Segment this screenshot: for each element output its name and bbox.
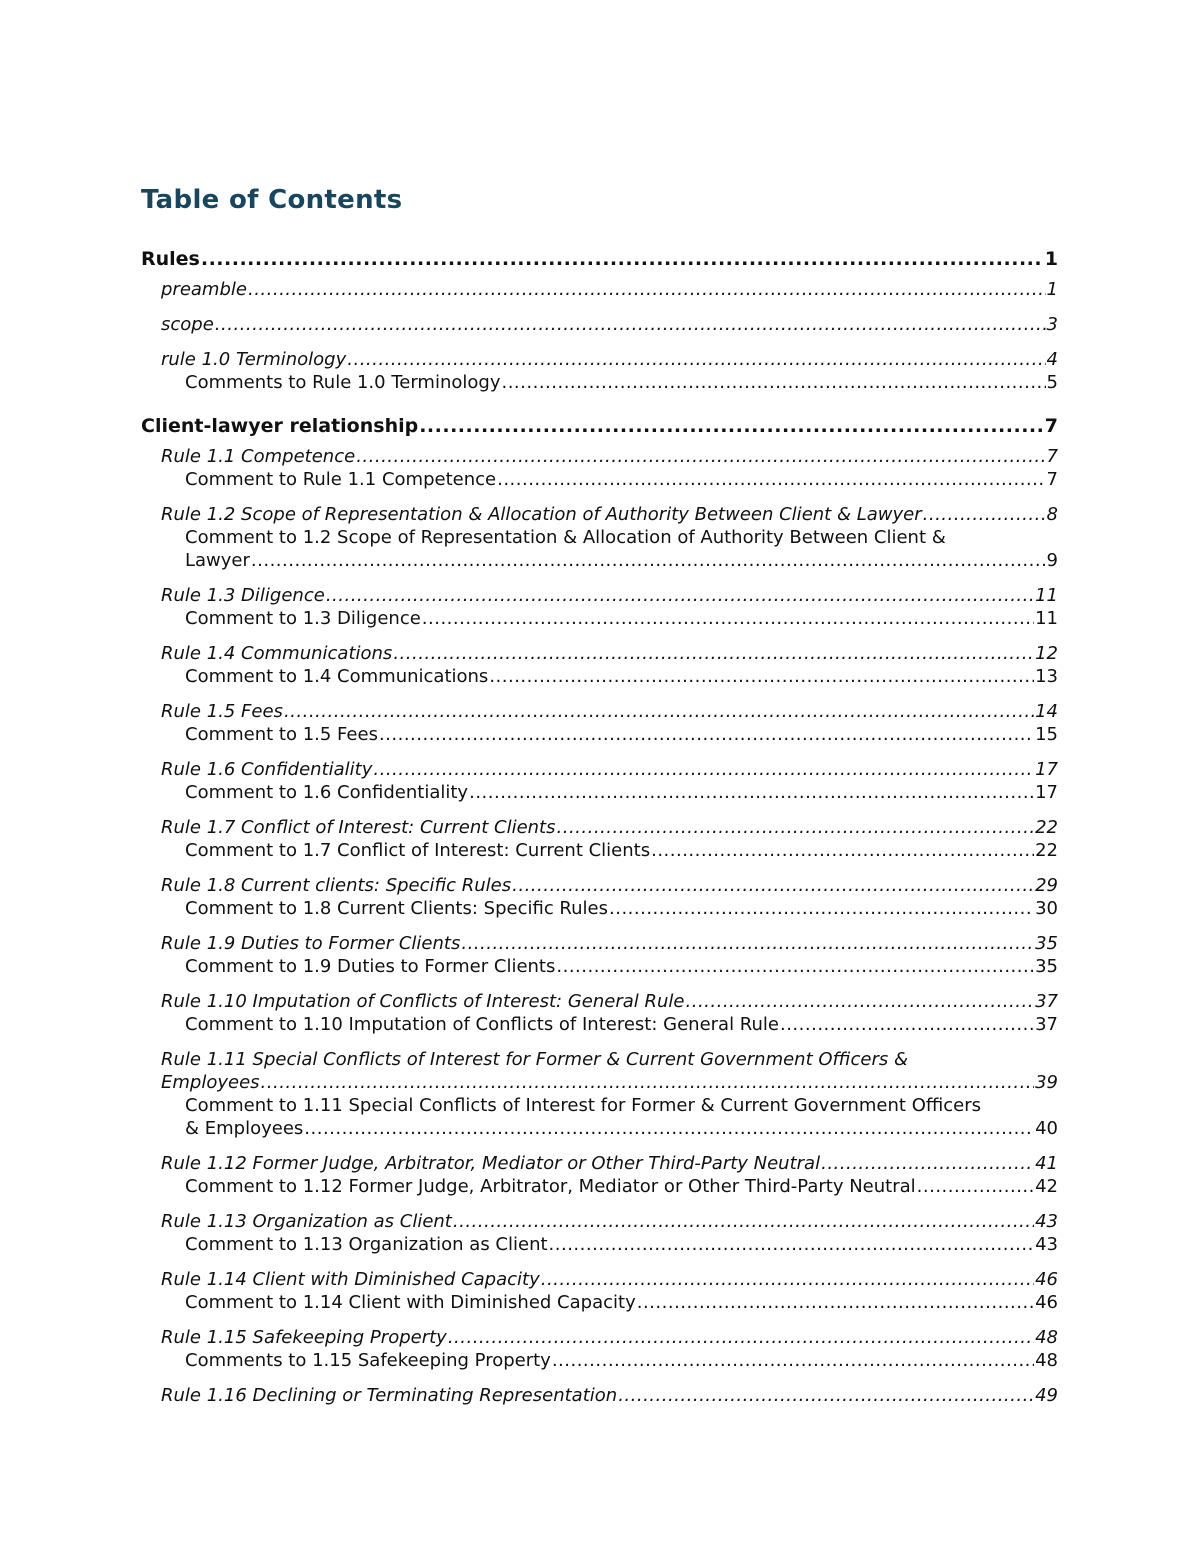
toc-entry-label: Rule 1.3 Diligence xyxy=(161,585,325,606)
dot-leader xyxy=(923,503,1046,526)
toc-entry-group xyxy=(141,348,1058,394)
toc-section xyxy=(141,411,1058,1407)
toc-comment-entry[interactable] xyxy=(141,371,1058,394)
toc-entry-label: Rule 1.4 Communications xyxy=(161,643,393,664)
toc-page-number: 7 xyxy=(1044,415,1058,437)
dot-leader xyxy=(261,1071,1035,1094)
toc-page-number: 1 xyxy=(1046,279,1058,300)
toc-entry-label: Rule 1.1 Competence xyxy=(161,446,356,467)
toc-page-number: 41 xyxy=(1035,1153,1058,1174)
toc-rule-entry[interactable] xyxy=(141,584,1058,607)
toc-page-number: 48 xyxy=(1035,1350,1058,1371)
toc-entry-group xyxy=(141,816,1058,862)
dot-leader xyxy=(422,607,1034,630)
toc-rule-entry[interactable] xyxy=(141,1071,1058,1094)
toc-entry-group xyxy=(141,642,1058,688)
toc-comment-entry[interactable] xyxy=(141,468,1058,491)
toc-entry-label: Comment to Rule 1.1 Competence xyxy=(185,469,497,490)
toc-comment-entry[interactable] xyxy=(141,1175,1058,1198)
toc-page-number: 46 xyxy=(1035,1269,1058,1290)
toc-entry-group xyxy=(141,1048,1058,1140)
toc-entry-group xyxy=(141,1384,1058,1407)
toc-entry-label: Comment to 1.6 Confidentiality xyxy=(185,782,469,803)
toc-comment-entry-first-line[interactable]: Comment to 1.11 Special Conflicts of Interest for Former & Current Government Officers xyxy=(185,1095,982,1116)
dot-leader xyxy=(541,1268,1034,1291)
toc-entry-group xyxy=(141,700,1058,746)
toc-comment-entry[interactable] xyxy=(141,1233,1058,1256)
dot-leader xyxy=(284,700,1034,723)
toc-comment-entry[interactable] xyxy=(141,607,1058,630)
toc-entry-label: Lawyer xyxy=(185,550,250,571)
toc-rule-entry[interactable] xyxy=(141,932,1058,955)
toc-entry-label: Rule 1.5 Fees xyxy=(161,701,283,722)
toc-page-number: 46 xyxy=(1035,1292,1058,1313)
toc-entry-group xyxy=(141,445,1058,491)
toc-entry-label: Comment to 1.8 Current Clients: Specific Rules xyxy=(185,898,608,919)
toc-rule-entry-first-line[interactable]: Rule 1.11 Special Conflicts of Interest for Former & Current Government Officers & xyxy=(161,1049,909,1070)
toc-page-number: 48 xyxy=(1035,1327,1058,1348)
toc-entry-label: Rule 1.8 Current clients: Specific Rules xyxy=(161,875,512,896)
toc-rule-entry[interactable] xyxy=(141,1326,1058,1349)
toc-page-number: 17 xyxy=(1035,759,1058,780)
toc-page-number: 43 xyxy=(1035,1211,1058,1232)
toc-entry-label: Rules xyxy=(141,248,200,270)
dot-leader xyxy=(780,1013,1034,1036)
toc-entry-label: Rule 1.6 Confidentiality xyxy=(161,759,373,780)
toc-page-number: 35 xyxy=(1035,933,1058,954)
toc-entry-label: Rule 1.9 Duties to Former Clients xyxy=(161,933,461,954)
toc-entry-label: Comment to 1.3 Diligence xyxy=(185,608,421,629)
toc-page-number: 4 xyxy=(1046,349,1058,370)
dot-leader xyxy=(201,244,1044,274)
toc-comment-entry[interactable] xyxy=(141,1291,1058,1314)
toc-entry-label: Rule 1.10 Imputation of Conflicts of Interest: General Rule xyxy=(161,991,685,1012)
toc-page-number: 40 xyxy=(1035,1118,1058,1139)
toc-rule-entry[interactable] xyxy=(141,445,1058,468)
toc-page-number: 12 xyxy=(1035,643,1058,664)
toc-page-number: 35 xyxy=(1035,956,1058,977)
toc-comment-entry-first-line[interactable]: Comment to 1.2 Scope of Representation & Allocation of Authority Between Client & xyxy=(185,527,946,548)
toc-page-number: 7 xyxy=(1046,446,1058,467)
toc-rule-entry[interactable] xyxy=(141,816,1058,839)
dot-leader xyxy=(469,781,1034,804)
toc-entry-group xyxy=(141,503,1058,572)
dot-leader xyxy=(821,1152,1034,1175)
dot-leader xyxy=(686,990,1035,1013)
toc-page-number: 37 xyxy=(1035,991,1058,1012)
toc-comment-entry[interactable] xyxy=(141,839,1058,862)
dot-leader xyxy=(373,758,1034,781)
table-of-contents xyxy=(141,244,1058,1407)
toc-page-number: 13 xyxy=(1035,666,1058,687)
dot-leader xyxy=(419,411,1044,441)
toc-comment-entry[interactable] xyxy=(141,955,1058,978)
toc-entry-label: rule 1.0 Terminology xyxy=(161,349,347,370)
toc-entry-group xyxy=(141,874,1058,920)
toc-entry-group xyxy=(141,313,1058,336)
toc-page-number: 43 xyxy=(1035,1234,1058,1255)
toc-page-number: 29 xyxy=(1035,875,1058,896)
toc-entry-group xyxy=(141,278,1058,301)
toc-entry-label: Rule 1.15 Safekeeping Property xyxy=(161,1327,447,1348)
toc-page-number: 9 xyxy=(1046,550,1058,571)
toc-comment-entry[interactable] xyxy=(141,1013,1058,1036)
toc-entry-label: Comment to 1.14 Client with Diminished Capacity xyxy=(185,1292,636,1313)
toc-page-number: 39 xyxy=(1035,1072,1058,1093)
toc-entry-group xyxy=(141,1268,1058,1314)
toc-entry-group xyxy=(141,1326,1058,1372)
toc-page-number: 1 xyxy=(1044,248,1058,270)
toc-page-number: 22 xyxy=(1035,840,1058,861)
toc-page-number: 49 xyxy=(1035,1385,1058,1406)
toc-rule-entry[interactable] xyxy=(141,642,1058,665)
dot-leader xyxy=(379,723,1034,746)
toc-comment-entry[interactable] xyxy=(141,1349,1058,1372)
toc-comment-entry[interactable] xyxy=(141,665,1058,688)
dot-leader xyxy=(497,468,1045,491)
toc-entry-label: Comments to Rule 1.0 Terminology xyxy=(185,372,501,393)
dot-leader xyxy=(917,1175,1034,1198)
page-title: Table of Contents xyxy=(141,185,403,215)
toc-page-number: 11 xyxy=(1035,585,1058,606)
toc-rule-entry[interactable] xyxy=(141,874,1058,897)
toc-page-number: 5 xyxy=(1046,372,1058,393)
dot-leader xyxy=(552,1349,1034,1372)
toc-rule-entry[interactable] xyxy=(141,990,1058,1013)
dot-leader xyxy=(453,1210,1034,1233)
dot-leader xyxy=(549,1233,1035,1256)
dot-leader xyxy=(489,665,1034,688)
toc-entry-group xyxy=(141,932,1058,978)
toc-entry-label: Rule 1.13 Organization as Client xyxy=(161,1211,452,1232)
toc-entry-label: Comment to 1.12 Former Judge, Arbitrator, Mediator or Other Third-Party Neutral xyxy=(185,1176,916,1197)
dot-leader xyxy=(557,816,1035,839)
toc-rule-entry[interactable] xyxy=(141,1268,1058,1291)
toc-rule-entry[interactable] xyxy=(141,278,1058,301)
toc-page-number: 11 xyxy=(1035,608,1058,629)
toc-page-number: 37 xyxy=(1035,1014,1058,1035)
toc-entry-group xyxy=(141,758,1058,804)
toc-page-number: 15 xyxy=(1035,724,1058,745)
toc-entry-label: Rule 1.16 Declining or Terminating Representation xyxy=(161,1385,618,1406)
toc-entry-label: Rule 1.2 Scope of Representation & Allocation of Authority Between Client & Lawyer xyxy=(161,504,922,525)
toc-rule-entry[interactable] xyxy=(141,758,1058,781)
toc-entry-label: Comment to 1.9 Duties to Former Clients xyxy=(185,956,556,977)
toc-entry-label: & Employees xyxy=(185,1118,304,1139)
toc-comment-entry[interactable] xyxy=(141,897,1058,920)
toc-page-number: 3 xyxy=(1046,314,1058,335)
dot-leader xyxy=(448,1326,1034,1349)
toc-page-number: 14 xyxy=(1035,701,1058,722)
dot-leader xyxy=(618,1384,1034,1407)
toc-page-number: 17 xyxy=(1035,782,1058,803)
dot-leader xyxy=(215,313,1046,336)
toc-entry-label: Comments to 1.15 Safekeeping Property xyxy=(185,1350,551,1371)
toc-comment-entry[interactable] xyxy=(141,549,1058,572)
toc-comment-entry[interactable] xyxy=(141,781,1058,804)
dot-leader xyxy=(651,839,1034,862)
dot-leader xyxy=(304,1117,1034,1140)
toc-comment-entry[interactable] xyxy=(141,723,1058,746)
toc-page-number: 7 xyxy=(1046,469,1058,490)
toc-entry-label: Comment to 1.13 Organization as Client xyxy=(185,1234,548,1255)
dot-leader xyxy=(248,278,1046,301)
toc-entry-label: scope xyxy=(161,314,214,335)
toc-rule-entry[interactable] xyxy=(141,1384,1058,1407)
toc-page-number: 8 xyxy=(1046,504,1058,525)
dot-leader xyxy=(501,371,1045,394)
dot-leader xyxy=(461,932,1034,955)
dot-leader xyxy=(512,874,1034,897)
toc-entry-label: Rule 1.14 Client with Diminished Capacity xyxy=(161,1269,540,1290)
toc-entry-label: Comment to 1.4 Communications xyxy=(185,666,489,687)
toc-entry-label: Rule 1.12 Former Judge, Arbitrator, Mediator or Other Third-Party Neutral xyxy=(161,1153,821,1174)
dot-leader xyxy=(609,897,1034,920)
dot-leader xyxy=(393,642,1034,665)
toc-page-number: 30 xyxy=(1035,898,1058,919)
toc-entry-label: Client-lawyer relationship xyxy=(141,415,419,437)
dot-leader xyxy=(326,584,1034,607)
toc-entry-group xyxy=(141,1152,1058,1198)
toc-rule-entry[interactable] xyxy=(141,1210,1058,1233)
toc-entry-group xyxy=(141,990,1058,1036)
dot-leader xyxy=(356,445,1045,468)
toc-entry-label: Comment to 1.5 Fees xyxy=(185,724,378,745)
toc-page-number: 22 xyxy=(1035,817,1058,838)
toc-comment-entry[interactable] xyxy=(141,1117,1058,1140)
toc-entry-label: Rule 1.7 Conflict of Interest: Current Clients xyxy=(161,817,556,838)
toc-entry-label: Comment to 1.10 Imputation of Conflicts of Interest: General Rule xyxy=(185,1014,779,1035)
toc-page-number: 42 xyxy=(1035,1176,1058,1197)
toc-rule-entry[interactable] xyxy=(141,1152,1058,1175)
toc-entry-group xyxy=(141,584,1058,630)
toc-entry-label: preamble xyxy=(161,279,247,300)
toc-rule-entry[interactable] xyxy=(141,313,1058,336)
dot-leader xyxy=(556,955,1034,978)
dot-leader xyxy=(251,549,1046,572)
toc-section-heading[interactable] xyxy=(141,244,1058,274)
toc-section xyxy=(141,244,1058,394)
toc-rule-entry[interactable] xyxy=(141,700,1058,723)
dot-leader xyxy=(347,348,1045,371)
toc-rule-entry[interactable] xyxy=(141,348,1058,371)
toc-entry-label: Comment to 1.7 Conflict of Interest: Current Clients xyxy=(185,840,651,861)
dot-leader xyxy=(637,1291,1034,1314)
toc-section-heading[interactable] xyxy=(141,411,1058,441)
toc-rule-entry[interactable] xyxy=(141,503,1058,526)
toc-entry-group xyxy=(141,1210,1058,1256)
toc-entry-label: Employees xyxy=(161,1072,260,1093)
